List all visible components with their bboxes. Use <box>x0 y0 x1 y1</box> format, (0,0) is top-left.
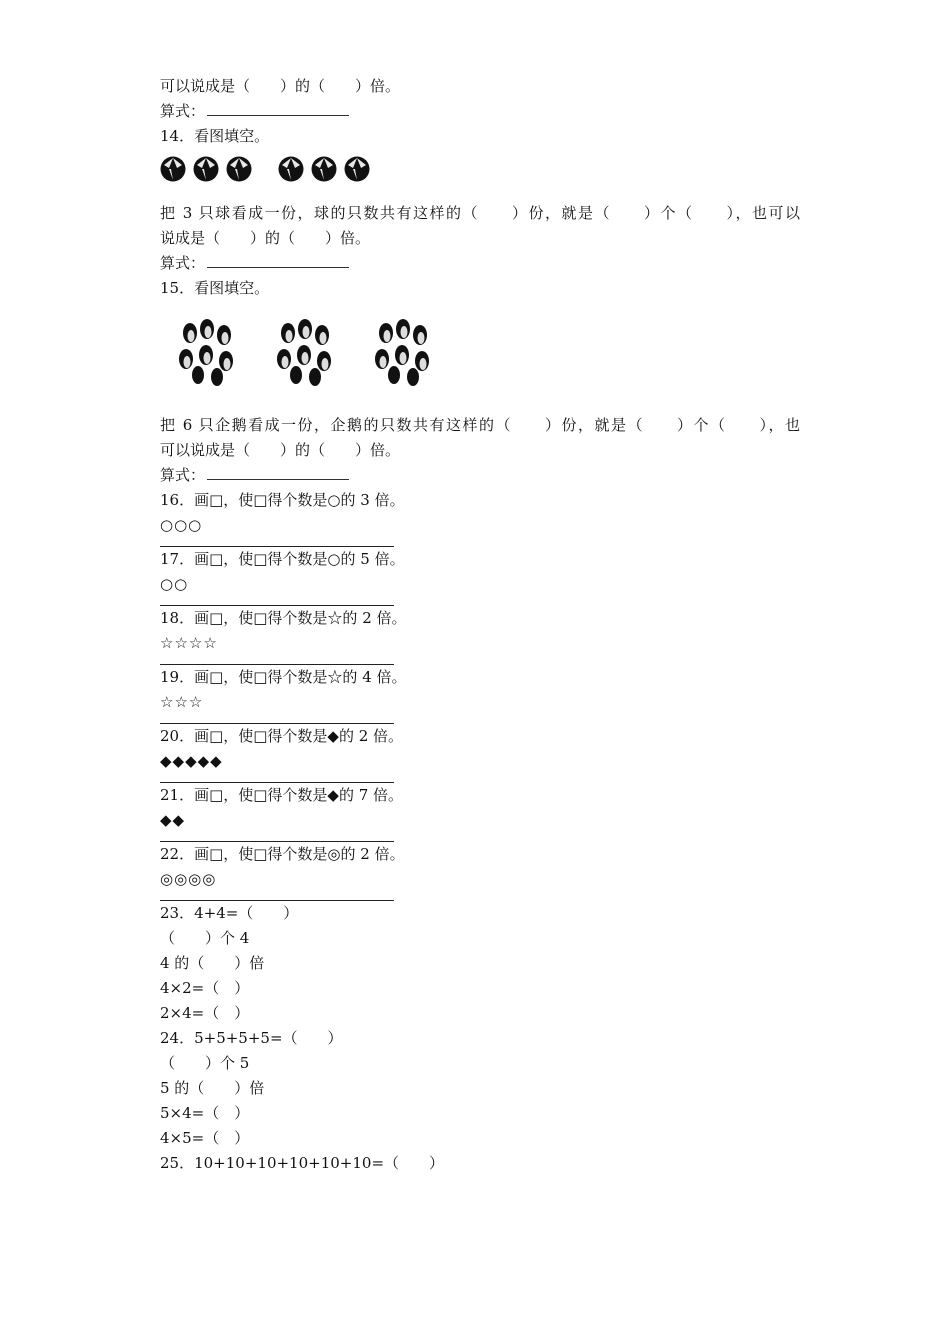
q23-line3: 4 的（ ）倍 <box>160 954 265 972</box>
q15-penguins-figure <box>160 301 800 401</box>
symbol-row: ☆☆☆☆ <box>160 634 218 652</box>
q24-line4: 5×4=（ ） <box>160 1104 250 1122</box>
q15-title: 15．看图填空。 <box>160 279 270 297</box>
q14-formula <box>160 251 800 276</box>
q14-text-line2: 说成是（ ）的（ ）倍。 <box>160 229 371 247</box>
q23-line2: （ ）个 4 <box>160 929 250 947</box>
formula-label: 算式： <box>160 466 206 484</box>
formula-blank[interactable] <box>207 101 349 116</box>
q24-line5: 4×5=（ ） <box>160 1129 250 1147</box>
draw-question <box>160 547 800 606</box>
q24-line3: 5 的（ ）倍 <box>160 1079 265 1097</box>
symbol-row: ◆◆◆◆◆ <box>160 752 223 770</box>
question-title: 20．画□，使□得个数是◆的 2 倍。 <box>160 727 404 745</box>
formula-label: 算式： <box>160 254 206 272</box>
draw-question <box>160 606 800 665</box>
beach-ball-icon <box>344 156 370 182</box>
symbol-row: ☆☆☆ <box>160 693 204 711</box>
q24-line1: 24．5+5+5+5=（ ） <box>160 1029 343 1047</box>
symbol-row: ○○○ <box>160 516 203 534</box>
q13-formula <box>160 99 800 124</box>
symbol-row: ○○ <box>160 575 189 593</box>
q23-line1: 23．4+4=（ ） <box>160 904 299 922</box>
question-title: 21．画□，使□得个数是◆的 7 倍。 <box>160 786 404 804</box>
q15-text-line1: 把 6 只企鹅看成一份，企鹅的只数共有这样的（ ）份，就是（ ）个（ ），也 <box>160 416 800 434</box>
question-title: 17．画□，使□得个数是○的 5 倍。 <box>160 550 405 568</box>
draw-question <box>160 842 800 901</box>
q25-line1: 25．10+10+10+10+10+10=（ ） <box>160 1154 445 1172</box>
q15-formula <box>160 463 800 488</box>
beach-ball-icon <box>226 156 252 182</box>
formula-label: 算式： <box>160 102 206 120</box>
q23-line4: 4×2=（ ） <box>160 979 250 997</box>
beach-ball-icon <box>311 156 337 182</box>
formula-blank[interactable] <box>207 253 349 268</box>
penguin-group-icon <box>172 315 242 387</box>
draw-question <box>160 665 800 724</box>
penguin-group-icon <box>368 315 438 387</box>
question-title: 16．画□，使□得个数是○的 3 倍。 <box>160 491 405 509</box>
q24-line2: （ ）个 5 <box>160 1054 250 1072</box>
symbol-row: ◆◆ <box>160 811 186 829</box>
beach-ball-icon <box>193 156 219 182</box>
q23-line5: 2×4=（ ） <box>160 1004 250 1022</box>
question-title: 22．画□，使□得个数是◎的 2 倍。 <box>160 845 405 863</box>
draw-question <box>160 783 800 842</box>
draw-question <box>160 724 800 783</box>
worksheet-page <box>160 74 800 1176</box>
q15-text-line2: 可以说成是（ ）的（ ）倍。 <box>160 441 401 459</box>
q14-balls-figure <box>160 149 800 189</box>
question-title: 19．画□，使□得个数是☆的 4 倍。 <box>160 668 407 686</box>
beach-ball-icon <box>160 156 186 182</box>
question-title: 18．画□，使□得个数是☆的 2 倍。 <box>160 609 407 627</box>
penguin-group-icon <box>270 315 340 387</box>
q14-title: 14．看图填空。 <box>160 127 270 145</box>
q14-text-line1: 把 3 只球看成一份，球的只数共有这样的（ ）份，就是（ ）个（ ），也可以 <box>160 204 800 222</box>
formula-blank[interactable] <box>207 465 349 480</box>
q13-answer-line: 可以说成是（ ）的（ ）倍。 <box>160 77 401 95</box>
draw-question <box>160 488 800 547</box>
symbol-row: ◎◎◎◎ <box>160 870 217 888</box>
beach-ball-icon <box>278 156 304 182</box>
